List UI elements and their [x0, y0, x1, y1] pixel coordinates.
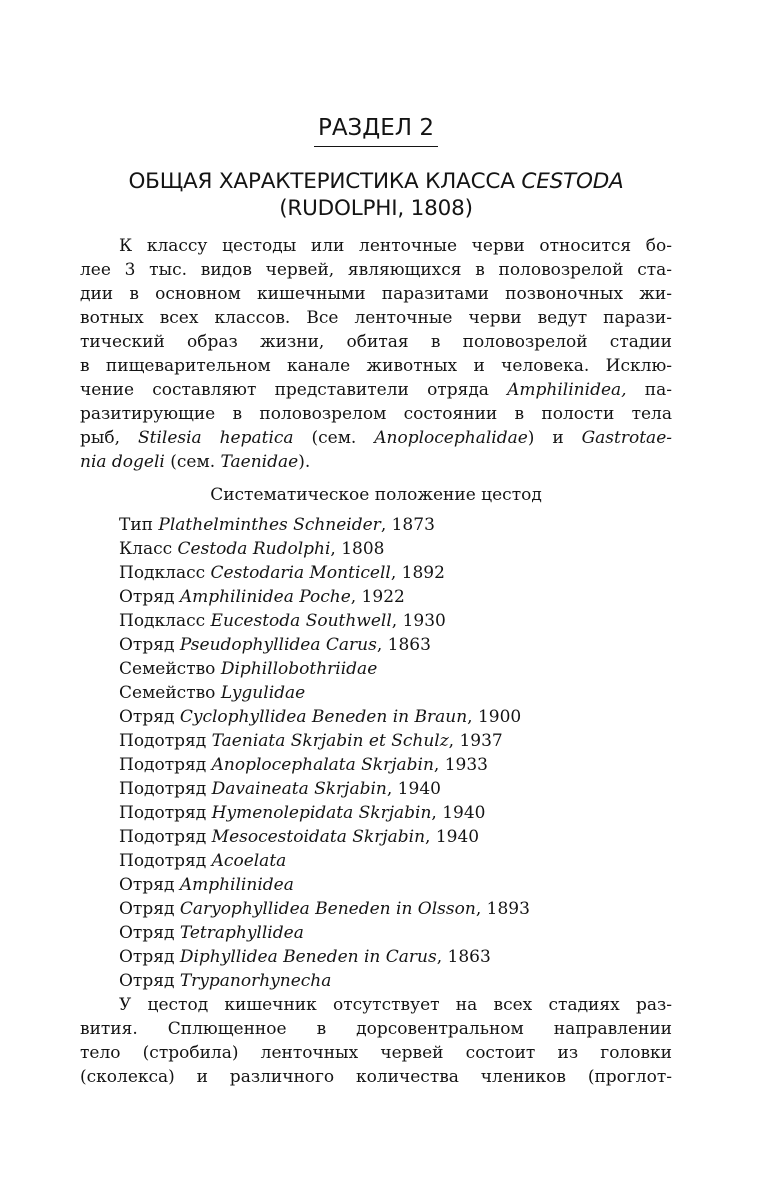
taxon-rank: Отряд [119, 635, 180, 655]
taxonomy-item [119, 849, 530, 873]
chapter-heading-line-1 [80, 168, 672, 195]
text-line: К классу цестоды или ленточные черви относится бо- [119, 236, 672, 256]
section-label-text: РАЗДЕЛ 2 [314, 113, 438, 147]
taxon-rank: Тип [119, 515, 159, 535]
taxon-name: Plathelminthes Schneider [158, 515, 381, 535]
taxon-rank: Подотряд [119, 827, 212, 847]
taxon-name: Amphilinidea Poche [179, 587, 351, 607]
taxonomy-item [119, 777, 530, 801]
text-line: тический образ жизни, обитая в половозрелой стадии [80, 332, 672, 352]
text-run: па- [626, 380, 672, 400]
text-line: в пищеварительном канале животных и человека. Исклю- [80, 356, 672, 376]
text-line: (сколекса) и различного количества члеников (проглот- [80, 1067, 672, 1087]
taxon-year: , 1808 [330, 539, 385, 559]
taxonomy-item [119, 825, 530, 849]
taxonomy-item [119, 873, 530, 897]
taxon-name: Anoplocephalidae [374, 428, 528, 448]
taxon-name: nia dogeli [80, 452, 165, 472]
text-run: (сем. [293, 428, 375, 448]
heading-prefix: ОБЩАЯ ХАРАКТЕРИСТИКА КЛАССА [128, 169, 522, 194]
taxon-rank: Класс [119, 539, 178, 559]
taxonomy-item [119, 633, 530, 657]
taxon-name: Taenidae [220, 452, 299, 472]
taxon-name: Diphillobothriidae [220, 659, 378, 679]
taxonomy-item [119, 969, 530, 993]
taxon-rank: Отряд [119, 947, 180, 967]
taxon-rank: Отряд [119, 707, 180, 727]
taxonomy-item [119, 513, 530, 537]
taxon-year: , 1933 [433, 755, 488, 775]
taxon-rank: Подотряд [119, 803, 212, 823]
taxon-name: Gastrotae- [581, 428, 672, 448]
taxon-name: Cestoda Rudolphi [177, 539, 331, 559]
taxon-name: Cyclophyllidea Beneden in Braun [179, 707, 468, 727]
taxon-rank: Семейство [119, 659, 221, 679]
taxonomy-item [119, 609, 530, 633]
taxon-name: Acoelata [211, 851, 287, 871]
taxon-year: , 1940 [386, 779, 441, 799]
text-run: ) и [527, 428, 582, 448]
text-line: разитирующие в половозрелом состоянии в полости тела [80, 404, 672, 424]
systematics-heading: Систематическое положение цестод [210, 485, 542, 505]
text-run: ). [298, 452, 311, 472]
taxon-name: Anoplocephalata Skrjabin [211, 755, 434, 775]
taxon-rank: Подотряд [119, 851, 212, 871]
taxonomy-item [119, 729, 530, 753]
taxonomy-item [119, 897, 530, 921]
taxon-rank: Подотряд [119, 779, 212, 799]
taxon-name: Amphilinidea [179, 875, 294, 895]
intro-paragraph [80, 234, 672, 474]
taxonomy-item [119, 945, 530, 969]
taxon-rank: Подотряд [119, 755, 212, 775]
taxon-name: Mesocestoidata Skrjabin [211, 827, 426, 847]
taxon-year: , 1863 [376, 635, 431, 655]
taxon-name: Amphilinidea, [507, 380, 627, 400]
text-line [80, 450, 672, 474]
text-line: дии в основном кишечными паразитами позвоночных жи- [80, 284, 672, 304]
taxonomy-item [119, 753, 530, 777]
taxon-name: Caryophyllidea Beneden in Olsson [179, 899, 476, 919]
taxon-rank: Подкласс [119, 611, 211, 631]
taxonomy-list [119, 513, 530, 993]
chapter-heading [80, 168, 672, 222]
taxonomy-item [119, 537, 530, 561]
taxon-name: Eucestoda Southwell [210, 611, 392, 631]
taxon-rank: Отряд [119, 587, 180, 607]
taxon-name: Lygulidae [220, 683, 306, 703]
taxon-year: , 1940 [431, 803, 486, 823]
taxonomy-item [119, 561, 530, 585]
text-line: тело (стробила) ленточных червей состоит из головки [80, 1043, 672, 1063]
taxon-name: Trypanorhynecha [179, 971, 332, 991]
taxon-rank: Отряд [119, 923, 180, 943]
taxonomy-item [119, 801, 530, 825]
taxon-year: , 1937 [448, 731, 503, 751]
taxon-year: , 1930 [391, 611, 446, 631]
taxonomy-item [119, 921, 530, 945]
taxon-name: Hymenolepidata Skrjabin [211, 803, 432, 823]
taxon-rank: Отряд [119, 875, 180, 895]
taxon-name: Davaineata Skrjabin [211, 779, 387, 799]
text-run: чение составляют представители отряда [80, 380, 508, 400]
text-run: (сем. [164, 452, 221, 472]
taxon-name: Stilesia hepatica [137, 428, 294, 448]
text-line: вития. Сплющенное в дорсовентральном направлении [80, 1019, 672, 1039]
text-line [80, 426, 672, 450]
text-run: рыб, [80, 428, 138, 448]
taxon-year: , 1873 [380, 515, 435, 535]
taxon-name: Cestodaria Monticell [210, 563, 391, 583]
text-line: У цестод кишечник отсутствует на всех стадиях раз- [119, 995, 672, 1015]
taxon-name: Diphyllidea Beneden in Carus [179, 947, 437, 967]
text-line [80, 378, 672, 402]
chapter-heading-line-2: (RUDOLPHI, 1808) [279, 196, 473, 221]
taxon-year: , 1922 [350, 587, 405, 607]
taxon-year: , 1863 [436, 947, 491, 967]
taxon-rank: Подотряд [119, 731, 212, 751]
taxon-year: , 1900 [467, 707, 522, 727]
taxonomy-item [119, 585, 530, 609]
closing-paragraph [80, 993, 672, 1089]
taxon-name: Tetraphyllidea [179, 923, 304, 943]
section-label [80, 113, 672, 147]
taxon-rank: Отряд [119, 899, 180, 919]
taxon-year: , 1893 [475, 899, 530, 919]
taxon-year: , 1940 [425, 827, 480, 847]
taxon-rank: Подкласс [119, 563, 211, 583]
text-line: лее 3 тыс. видов червей, являющихся в половозрелой ста- [80, 260, 672, 280]
book-page [80, 0, 672, 1182]
text-line: вотных всех классов. Все ленточные черви ведут парази- [80, 308, 672, 328]
taxonomy-item [119, 681, 530, 705]
taxonomy-item [119, 657, 530, 681]
heading-class-name: CESTODA [521, 169, 624, 194]
taxon-name: Taeniata Skrjabin et Schulz [211, 731, 449, 751]
taxon-rank: Семейство [119, 683, 221, 703]
taxon-rank: Отряд [119, 971, 180, 991]
taxonomy-item [119, 705, 530, 729]
taxon-year: , 1892 [390, 563, 445, 583]
taxon-name: Pseudophyllidea Carus [179, 635, 377, 655]
